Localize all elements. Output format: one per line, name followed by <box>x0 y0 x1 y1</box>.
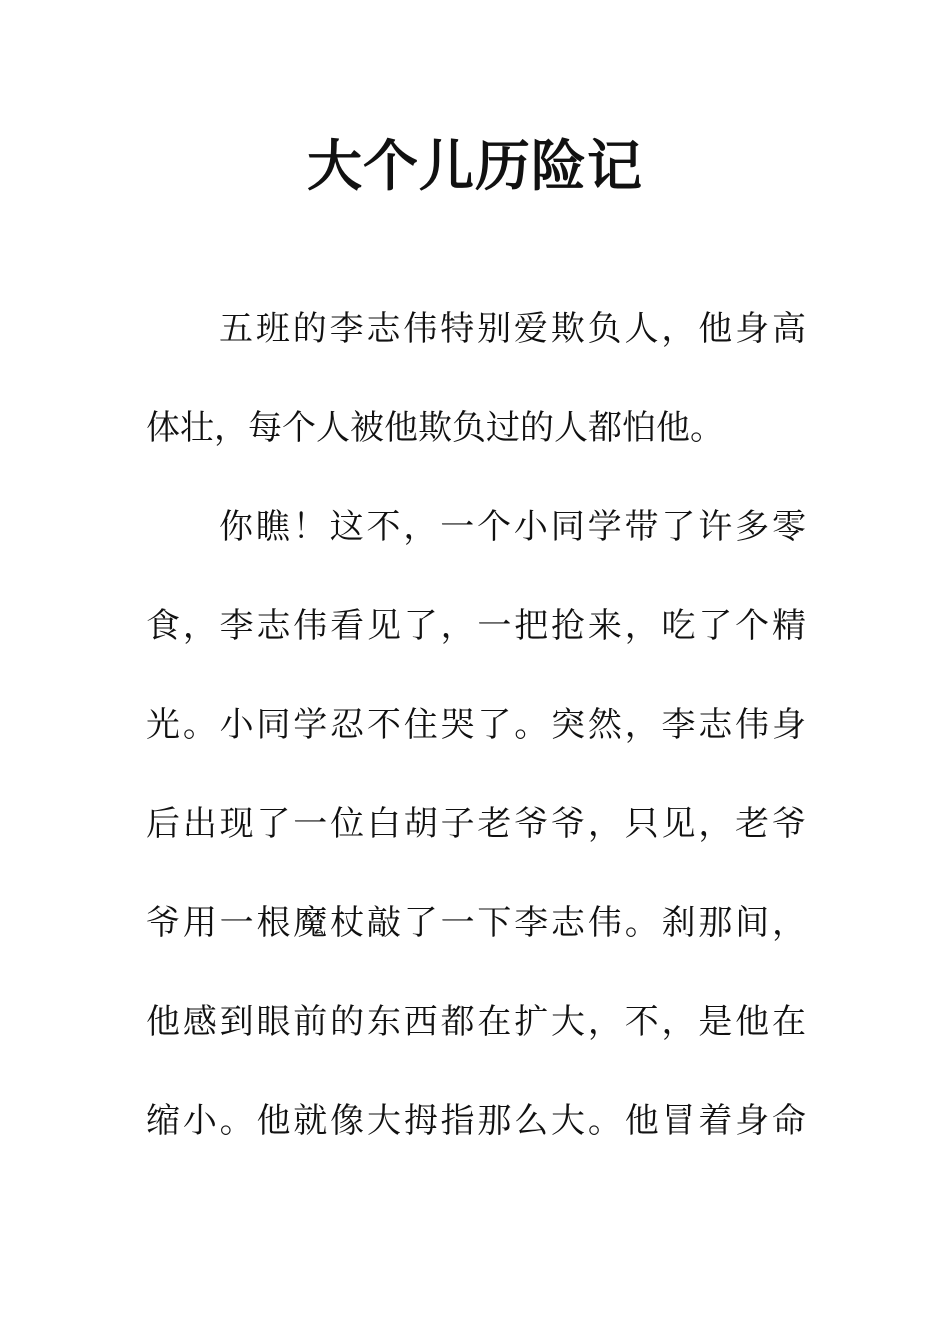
text-line: 后出现了一位白胡子老爷爷，只见，老爷 <box>146 804 806 844</box>
text-line: 你瞧！这不，一个小同学带了许多零 <box>219 507 806 547</box>
text-line: 体壮，每个人被他欺负过的人都怕他。 <box>146 408 724 448</box>
text-line: 食，李志伟看见了，一把抢来，吃了个精 <box>146 606 806 646</box>
text-line: 他感到眼前的东西都在扩大，不，是他在 <box>146 1002 806 1042</box>
document-title: 大个儿历险记 <box>306 134 643 198</box>
text-line: 缩小。他就像大拇指那么大。他冒着身命 <box>146 1101 806 1141</box>
text-line: 五班的李志伟特别爱欺负人，他身高 <box>219 309 806 349</box>
text-line: 爷用一根魔杖敲了一下李志伟。刹那间， <box>146 903 806 943</box>
text-line: 光。小同学忍不住哭了。突然，李志伟身 <box>146 705 806 745</box>
